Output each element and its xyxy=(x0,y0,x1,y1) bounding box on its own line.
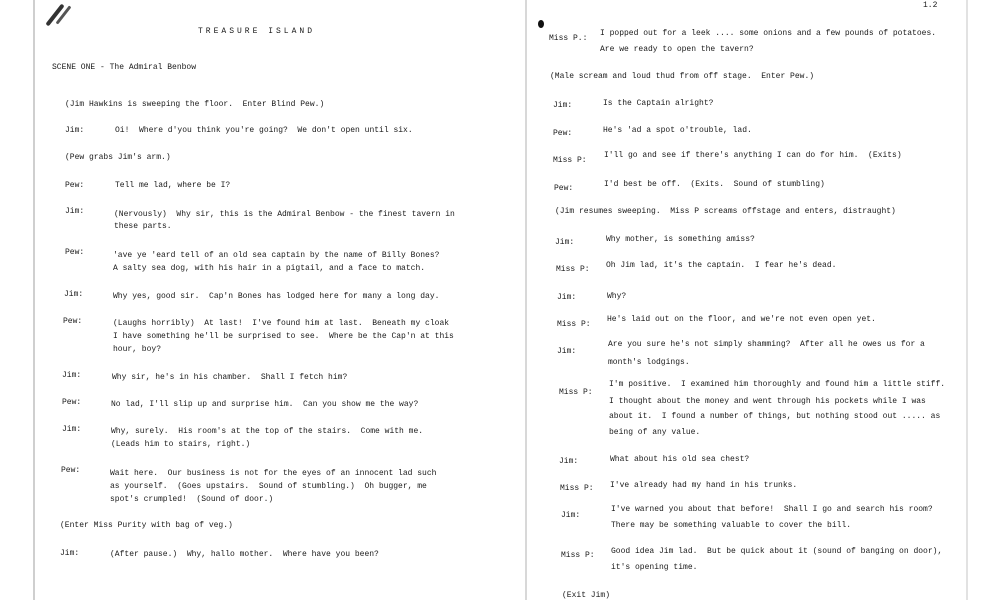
dialogue-line: (Nervously) Why sir, this is the Admiral Benbow - the finest tavern in xyxy=(114,210,455,219)
dialogue-line: He's 'ad a spot o'trouble, lad. xyxy=(603,126,752,135)
dialogue-line: Oi! Where d'you think you're going? We don't open until six. xyxy=(115,126,413,135)
speaker-label: Miss P: xyxy=(553,156,587,165)
dialogue-line: month's lodgings. xyxy=(608,358,690,367)
dialogue-line: Why mother, is something amiss? xyxy=(606,235,755,244)
dialogue-line: I have something he'll be surprised to see. Where be the Cap'n at this xyxy=(113,332,454,341)
dialogue-line: I'd best be off. (Exits. Sound of stumbling) xyxy=(604,180,825,189)
dialogue-line: (After pause.) Why, hallo mother. Where have you been? xyxy=(110,550,379,559)
dialogue-line: hour, boy? xyxy=(113,345,162,354)
speaker-label: Jim: xyxy=(65,207,85,216)
speaker-label: Jim: xyxy=(557,347,577,356)
speaker-label: Jim: xyxy=(64,290,84,299)
dialogue-line: (Laughs horribly) At last! I've found him at last. Beneath my cloak xyxy=(113,319,450,328)
dialogue-line: I thought about the money and went through his pockets while I was xyxy=(609,397,926,406)
dialogue-line: 'ave ye 'eard tell of an old sea captain by the name of Billy Bones? xyxy=(113,251,440,260)
speaker-label: Jim: xyxy=(62,425,82,434)
speaker-label: Miss P.: xyxy=(549,34,588,43)
dialogue-line: being of any value. xyxy=(609,428,701,437)
script-title: TREASURE ISLAND xyxy=(198,27,316,36)
dialogue-line: What about his old sea chest? xyxy=(610,455,750,464)
dialogue-line: Are you sure he's not simply shamming? After all he owes us for a xyxy=(608,340,925,349)
dialogue-line: Why? xyxy=(607,292,627,301)
speaker-label: Miss P: xyxy=(561,551,595,560)
speaker-label: Jim: xyxy=(65,126,85,135)
dialogue-line: I'm positive. I examined him thoroughly and found him a little stiff. xyxy=(609,380,946,389)
dialogue-line: I'll go and see if there's anything I can do for him. (Exits) xyxy=(604,151,902,160)
page-edge xyxy=(966,0,968,600)
dialogue-line: these parts. xyxy=(114,222,172,231)
speaker-label: Jim: xyxy=(559,457,579,466)
dialogue-line: No lad, I'll slip up and surprise him. Can you show me the way? xyxy=(111,400,419,409)
page-edge xyxy=(33,0,35,600)
speaker-label: Jim: xyxy=(561,511,581,520)
dialogue-line: I popped out for a leek .... some onions and a few pounds of potatoes. xyxy=(600,29,937,38)
stage-direction: (Enter Miss Purity with bag of veg.) xyxy=(60,521,233,530)
dialogue-line: I've warned you about that before! Shall I go and search his room? xyxy=(611,505,933,514)
dialogue-line: He's laid out on the floor, and we're not even open yet. xyxy=(607,315,876,324)
dialogue-line: Tell me lad, where be I? xyxy=(115,181,231,190)
speaker-label: Pew: xyxy=(65,181,85,190)
speaker-label: Pew: xyxy=(63,317,83,326)
speaker-label: Miss P: xyxy=(559,388,593,397)
speaker-label: Miss P: xyxy=(557,320,591,329)
speaker-label: Miss P: xyxy=(560,484,594,493)
stage-direction: (Pew grabs Jim's arm.) xyxy=(65,153,171,162)
speaker-label: Pew: xyxy=(65,248,85,257)
dialogue-line: it's opening time. xyxy=(611,563,698,572)
speaker-label: Pew: xyxy=(553,129,573,138)
dialogue-line: Wait here. Our business is not for the eyes of an innocent lad such xyxy=(110,469,437,478)
dialogue-line: Why yes, good sir. Cap'n Bones has lodged here for many a long day. xyxy=(113,292,440,301)
speaker-label: Jim: xyxy=(62,371,82,380)
speaker-label: Miss P: xyxy=(556,265,590,274)
dialogue-line: Good idea Jim lad. But be quick about it (sound of banging on door), xyxy=(611,547,943,556)
speaker-label: Jim: xyxy=(555,238,575,247)
dialogue-line: (Leads him to stairs, right.) xyxy=(111,440,251,449)
speaker-label: Pew: xyxy=(61,466,81,475)
speaker-label: Pew: xyxy=(554,184,574,193)
speaker-label: Jim: xyxy=(60,549,80,558)
dialogue-line: Why, surely. His room's at the top of the stairs. Come with me. xyxy=(111,427,424,436)
page-edge xyxy=(525,0,527,600)
scene-heading: SCENE ONE - The Admiral Benbow xyxy=(52,63,197,72)
dialogue-line: Oh Jim lad, it's the captain. I fear he's dead. xyxy=(606,261,837,270)
dialogue-line: Is the Captain alright? xyxy=(603,99,714,108)
dialogue-line: A salty sea dog, with his hair in a pigtail, and a face to match. xyxy=(113,264,426,273)
speaker-label: Jim: xyxy=(557,293,577,302)
speaker-label: Jim: xyxy=(553,101,573,110)
dialogue-line: as yourself. (Goes upstairs. Sound of stumbling.) Oh bugger, me xyxy=(110,482,427,491)
punch-hole xyxy=(538,20,544,28)
speaker-label: Pew: xyxy=(62,398,82,407)
dialogue-line: Why sir, he's in his chamber. Shall I fetch him? xyxy=(112,373,348,382)
stage-direction: (Male scream and loud thud from off stage. Enter Pew.) xyxy=(550,72,815,81)
stage-direction: (Exit Jim) xyxy=(562,591,611,600)
stage-direction: (Jim Hawkins is sweeping the floor. Enter Blind Pew.) xyxy=(65,100,325,109)
stage-direction: (Jim resumes sweeping. Miss P screams offstage and enters, distraught) xyxy=(555,207,896,216)
dialogue-line: spot's crumpled! (Sound of door.) xyxy=(110,495,274,504)
dialogue-line: Are we ready to open the tavern? xyxy=(600,45,754,54)
dialogue-line: There may be something valuable to cover the bill. xyxy=(611,521,852,530)
page-number: 1.2 xyxy=(923,1,938,10)
dialogue-line: about it. I found a number of things, but nothing stood out ..... as xyxy=(609,412,941,421)
dialogue-line: I've already had my hand in his trunks. xyxy=(610,481,798,490)
